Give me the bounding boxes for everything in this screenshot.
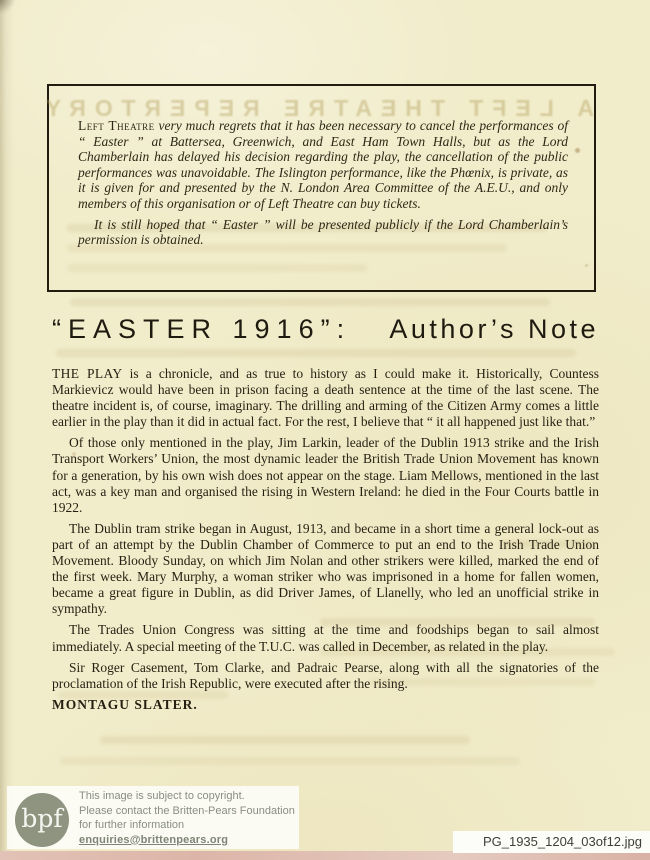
authors-note-body	[52, 366, 599, 718]
body-paragraph-3: The Dublin tram strike began in August, 1913, and became in a short time a general lock-out as part of an attempt by the Dublin Chamber of Commerce to put an end to the Irish Trade Union Movement. Bloody Sunday, on which Jim Nolan and other strikers were killed, marked the end of the first week. Mary Murphy, a woman striker who was imprisoned in a home for fallen women, became a great figure in Dublin, as did Driver James, of Llanelly, who led an unofficial strike in sympathy.	[52, 520, 599, 617]
notice-paragraph-1	[78, 118, 568, 212]
title-subtitle: Author’s Note	[389, 314, 599, 344]
bleedthrough-line	[60, 757, 520, 765]
body-paragraph-4: The Trades Union Congress was sitting at the time and foodships began to sail almost immediately. A special meeting of the T.U.C. was called in December, as related in the play.	[52, 622, 599, 654]
body-paragraph-2: Of those only mentioned in the play, Jim Larkin, leader of the Dublin 1913 strike and the Irish Transport Workers’ Union, the most dynamic leader the British Trade Union Movement has known for a generation, by his own wish does not appear on the stage. Liam Mellows, mentioned in the last act, was a key man and organised the rising in Western Ireland: he died in the Four Courts battle in 1922.	[52, 435, 599, 515]
body-paragraph-1-lead: THE PLAY	[52, 366, 123, 381]
scan-corner-smudge	[0, 0, 16, 14]
bleedthrough-line	[70, 298, 550, 306]
notice-paragraph-2: It is still hoped that “ Easter ” will be presented publicly if the Lord Chamberlain’s permission is obtained.	[78, 216, 568, 248]
body-paragraph-1	[52, 366, 599, 430]
watermark-email: enquiries@brittenpears.org	[79, 833, 229, 846]
bleedthrough-line	[100, 736, 470, 744]
watermark-text-block	[79, 789, 295, 847]
body-paragraph-1-text: is a chronicle, and as true to history as I could make it. Historically, Countess Markievicz would have been in prison facing a death sentence at the time of the last scene. The theatre incident is, of course, imaginary. The drilling and arming of the Citizen Army comes a little earlier in the play than it did in actual fact. For the rest, I believe that “ it all happened just like that.”	[52, 366, 599, 430]
bpf-watermark-panel	[7, 786, 299, 849]
title-play-name: “EASTER 1916”:	[52, 314, 352, 344]
bleedthrough-line	[56, 349, 576, 357]
bpf-logo-icon	[15, 793, 69, 847]
bleedthrough-verso-title: A LEFT THEATRE REPERTORY	[36, 95, 594, 121]
bpf-logo-text: bpf	[21, 804, 63, 833]
filename-label: PG_1935_1204_03of12.jpg	[453, 831, 650, 853]
bleedthrough-line	[67, 264, 367, 272]
body-paragraph-5: Sir Roger Casement, Tom Clarke, and Padraic Pearse, along with all the signatories of the proclamation of the Irish Republic, were executed after the rising.	[52, 659, 599, 691]
page-title	[52, 314, 599, 345]
author-signature: MONTAGU SLATER.	[52, 696, 198, 712]
cancellation-notice-box	[36, 84, 596, 292]
notice-paragraph-1-text: very much regrets that it has been necessary to cancel the performances of “ Easter ” at Battersea, Greenwich, and East Ham Town Halls, but as the Lord Chamberlain has delayed his decision regarding the play, the cancellation of the public performances was unavoidable. The Islington performance, like the Phœnix, is private, as it is given for and presented by the N. London Area Committee of the A.E.U., and only members of this organisation or of Left Theatre can buy tickets.	[78, 118, 568, 211]
watermark-line-3: for further information	[79, 819, 185, 832]
watermark-line-2: Please contact the Britten-Pears Foundation	[79, 804, 295, 817]
watermark-line-1: This image is subject to copyright.	[79, 790, 245, 802]
notice-lead-left-theatre: Left Theatre	[78, 118, 155, 133]
